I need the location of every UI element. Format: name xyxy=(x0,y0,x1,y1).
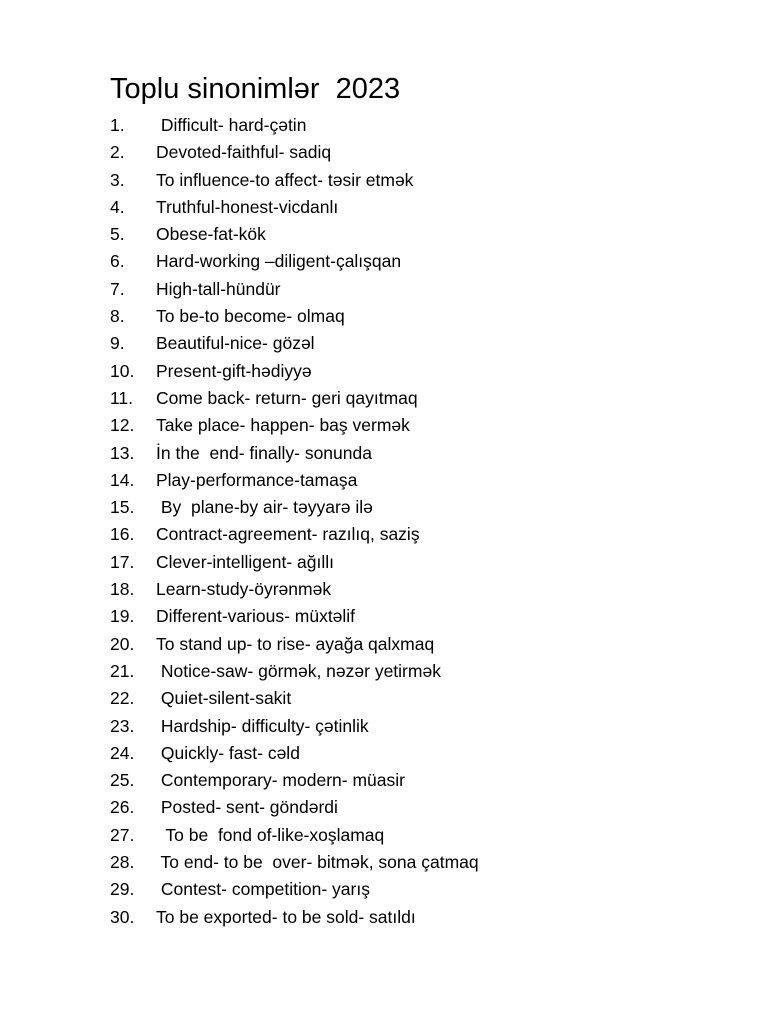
list-item-text: To be exported- to be sold- satıldı xyxy=(156,906,416,927)
list-item-text: Difficult- hard-çətin xyxy=(156,115,307,135)
list-item-number: 26. xyxy=(110,797,135,818)
list-item-number: 25. xyxy=(110,770,135,791)
list-item-text: High-tall-hündür xyxy=(156,278,281,299)
list-item-text: By plane-by air- təyyarə ilə xyxy=(156,497,373,518)
list-item-text: Devoted-faithful- sadiq xyxy=(156,142,332,163)
list-item-text: İn the end- finally- sonunda xyxy=(156,442,372,463)
list-item-text: Learn-study-öyrənmək xyxy=(156,579,332,600)
list-item-number: 18. xyxy=(110,579,135,600)
list-item-number: 20. xyxy=(110,633,135,654)
list-item-number: 29. xyxy=(110,879,135,900)
list-item-text: To be fond of-like-xoşlamaq xyxy=(156,824,385,845)
list-item-number: 19. xyxy=(110,606,135,627)
list-item-text: To be-to become- olmaq xyxy=(156,306,345,327)
list-item-text: Contemporary- modern- müasir xyxy=(156,770,405,791)
list-item-number: 15. xyxy=(110,497,135,518)
list-item-text: To influence-to affect- təsir etmək xyxy=(156,169,414,190)
list-item-text: Contract-agreement- razılıq, saziş xyxy=(156,524,420,545)
list-item-number: 8. xyxy=(110,306,125,327)
list-item-number: 1. xyxy=(110,115,125,135)
list-item-number: 27. xyxy=(110,824,135,845)
list-item-text: Present-gift-hədiyyə xyxy=(156,360,312,381)
list-item-number: 12. xyxy=(110,415,135,436)
list-item-text: To stand up- to rise- ayağa qalxmaq xyxy=(156,633,435,654)
list-item-text: Obese-fat-kök xyxy=(156,224,266,245)
list-item-number: 6. xyxy=(110,251,125,272)
list-item-number: 9. xyxy=(110,333,125,354)
list-item-number: 16. xyxy=(110,524,135,545)
list-item-text: Quickly- fast- cəld xyxy=(156,742,300,763)
list-item-text: Hard-working –diligent-çalışqan xyxy=(156,251,402,272)
list-item-number: 10. xyxy=(110,360,135,381)
list-item-text: Notice-saw- görmək, nəzər yetirmək xyxy=(156,660,441,681)
list-item-text: Take place- happen- baş vermək xyxy=(156,415,410,436)
list-item-number: 3. xyxy=(110,169,125,190)
list-item-text: Hardship- difficulty- çətinlik xyxy=(156,715,369,736)
list-item-number: 22. xyxy=(110,688,135,709)
page-title: Toplu sinonimlər 2023 xyxy=(110,73,401,105)
list-item-number: 11. xyxy=(110,387,134,408)
list-item-text: To end- to be over- bitmək, sona çatmaq xyxy=(156,852,479,873)
list-item-text: Clever-intelligent- ağıllı xyxy=(156,551,334,572)
list-item-text: Quiet-silent-sakit xyxy=(156,688,292,709)
list-item-number: 2. xyxy=(110,142,125,163)
list-item-number: 28. xyxy=(110,852,135,873)
list-item-text: Different-various- müxtəlif xyxy=(156,606,356,627)
list-item-text: Posted- sent- göndərdi xyxy=(156,797,338,818)
list-item-number: 5. xyxy=(110,224,125,245)
list-item-number: 7. xyxy=(110,278,125,299)
list-item-number: 21. xyxy=(110,660,135,681)
list-item-text: Contest- competition- yarış xyxy=(156,879,370,900)
list-item-text: Play-performance-tamaşa xyxy=(156,469,358,490)
list-item-number: 13. xyxy=(110,442,135,463)
list-item-number: 4. xyxy=(110,196,125,217)
list-item-number: 23. xyxy=(110,715,135,736)
list-item-text: Beautiful-nice- gözəl xyxy=(156,333,315,354)
list-item-number: 17. xyxy=(110,551,135,572)
list-item-number: 24. xyxy=(110,742,135,763)
list-item-text: Truthful-honest-vicdanlı xyxy=(156,196,339,217)
list-item-number: 30. xyxy=(110,906,135,927)
list-item-text: Come back- return- geri qayıtmaq xyxy=(156,387,418,408)
list-item-number: 14. xyxy=(110,469,135,490)
